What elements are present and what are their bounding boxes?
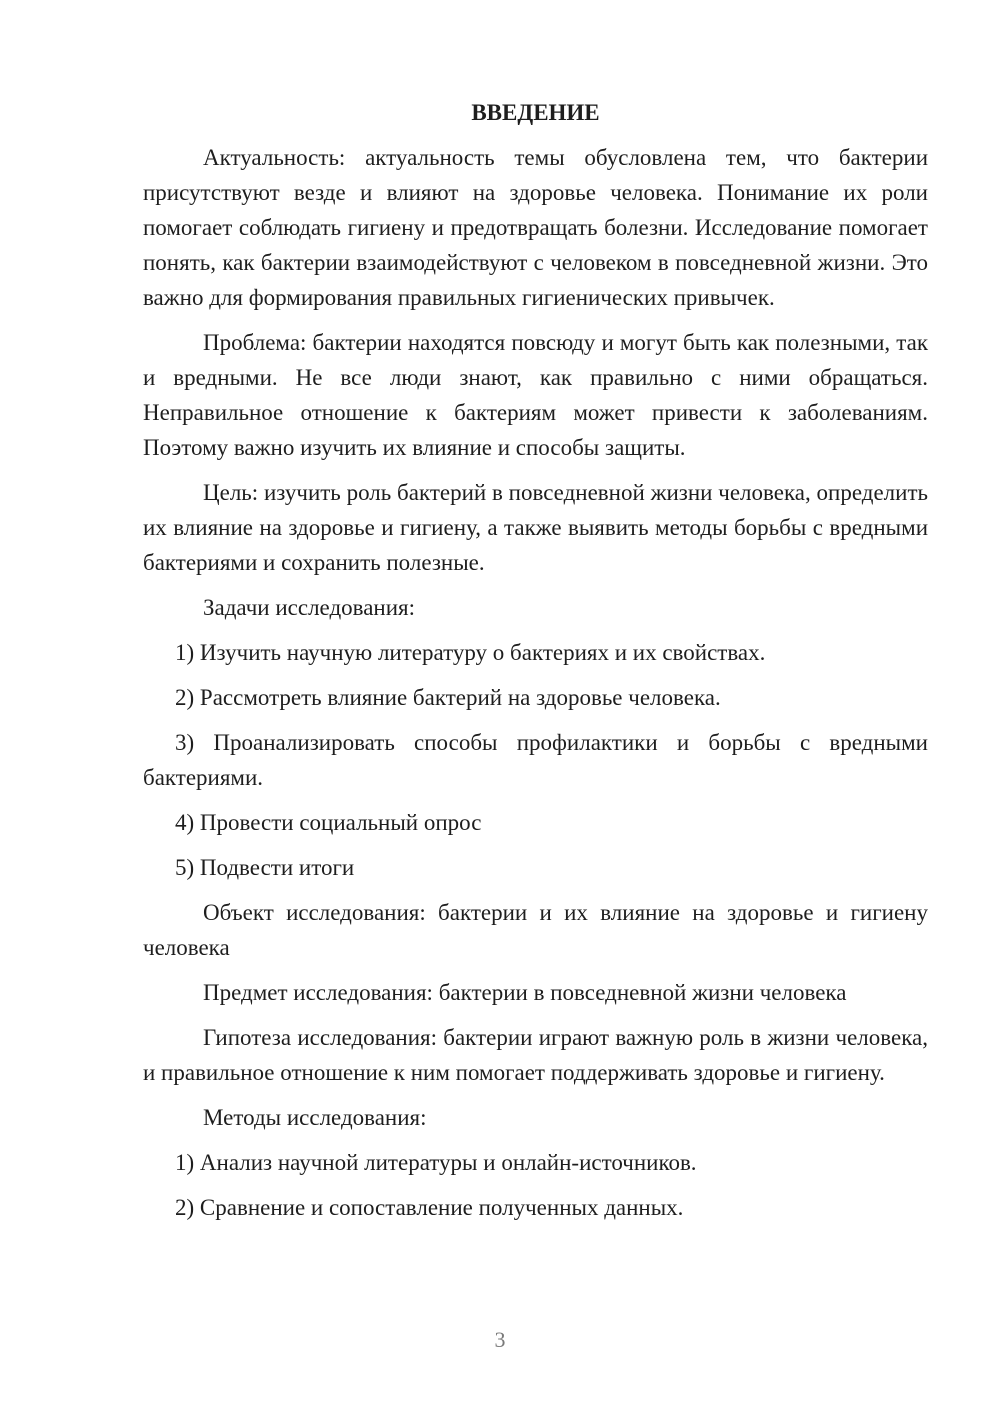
task-item-4: 4) Провести социальный опрос xyxy=(175,810,482,835)
task-item-5: 5) Подвести итоги xyxy=(175,855,355,880)
page-content xyxy=(143,95,928,1235)
methods-heading: Методы исследования: xyxy=(203,1105,427,1130)
method-item-1: 1) Анализ научной литературы и онлайн-источников. xyxy=(175,1150,697,1175)
method-item-2: 2) Сравнение и сопоставление полученных данных. xyxy=(175,1195,684,1220)
hypothesis-paragraph: Гипотеза исследования: бактерии играют важную роль в жизни человека, и правильное отношение к ним помогает поддерживать здоровье и гигиену. xyxy=(143,1025,928,1085)
task-item-1: 1) Изучить научную литературу о бактериях и их свойствах. xyxy=(175,640,766,665)
page-number: 3 xyxy=(494,1327,506,1352)
problem-paragraph: Проблема: бактерии находятся повсюду и могут быть как полезными, так и вредными. Не все люди знают, как правильно с ними обращаться. Неправильное отношение к бактериям может привести к заболеваниям. Поэтому важно изучить их влияние и способы защиты. xyxy=(143,330,928,460)
subject-paragraph: Предмет исследования: бактерии в повседневной жизни человека xyxy=(203,980,847,1005)
tasks-heading: Задачи исследования: xyxy=(203,595,416,620)
relevance-paragraph: Актуальность: актуальность темы обусловлена тем, что бактерии присутствуют везде и влияют на здоровье человека. Понимание их роли помогает соблюдать гигиену и предотвращать болезни. Исследование помогает понять, как бактерии взаимодействуют с человеком в повседневной жизни. Это важно для формирования правильных гигиенических привычек. xyxy=(143,145,928,310)
object-paragraph: Объект исследования: бактерии и их влияние на здоровье и гигиену человека xyxy=(143,900,928,960)
task-item-3: 3) Проанализировать способы профилактики и борьбы с вредными бактериями. xyxy=(143,730,928,790)
section-title: ВВЕДЕНИЕ xyxy=(471,100,600,125)
task-item-2: 2) Рассмотреть влияние бактерий на здоровье человека. xyxy=(175,685,721,710)
goal-paragraph: Цель: изучить роль бактерий в повседневной жизни человека, определить их влияние на здоровье и гигиену, а также выявить методы борьбы с вредными бактериями и сохранить полезные. xyxy=(143,480,928,575)
